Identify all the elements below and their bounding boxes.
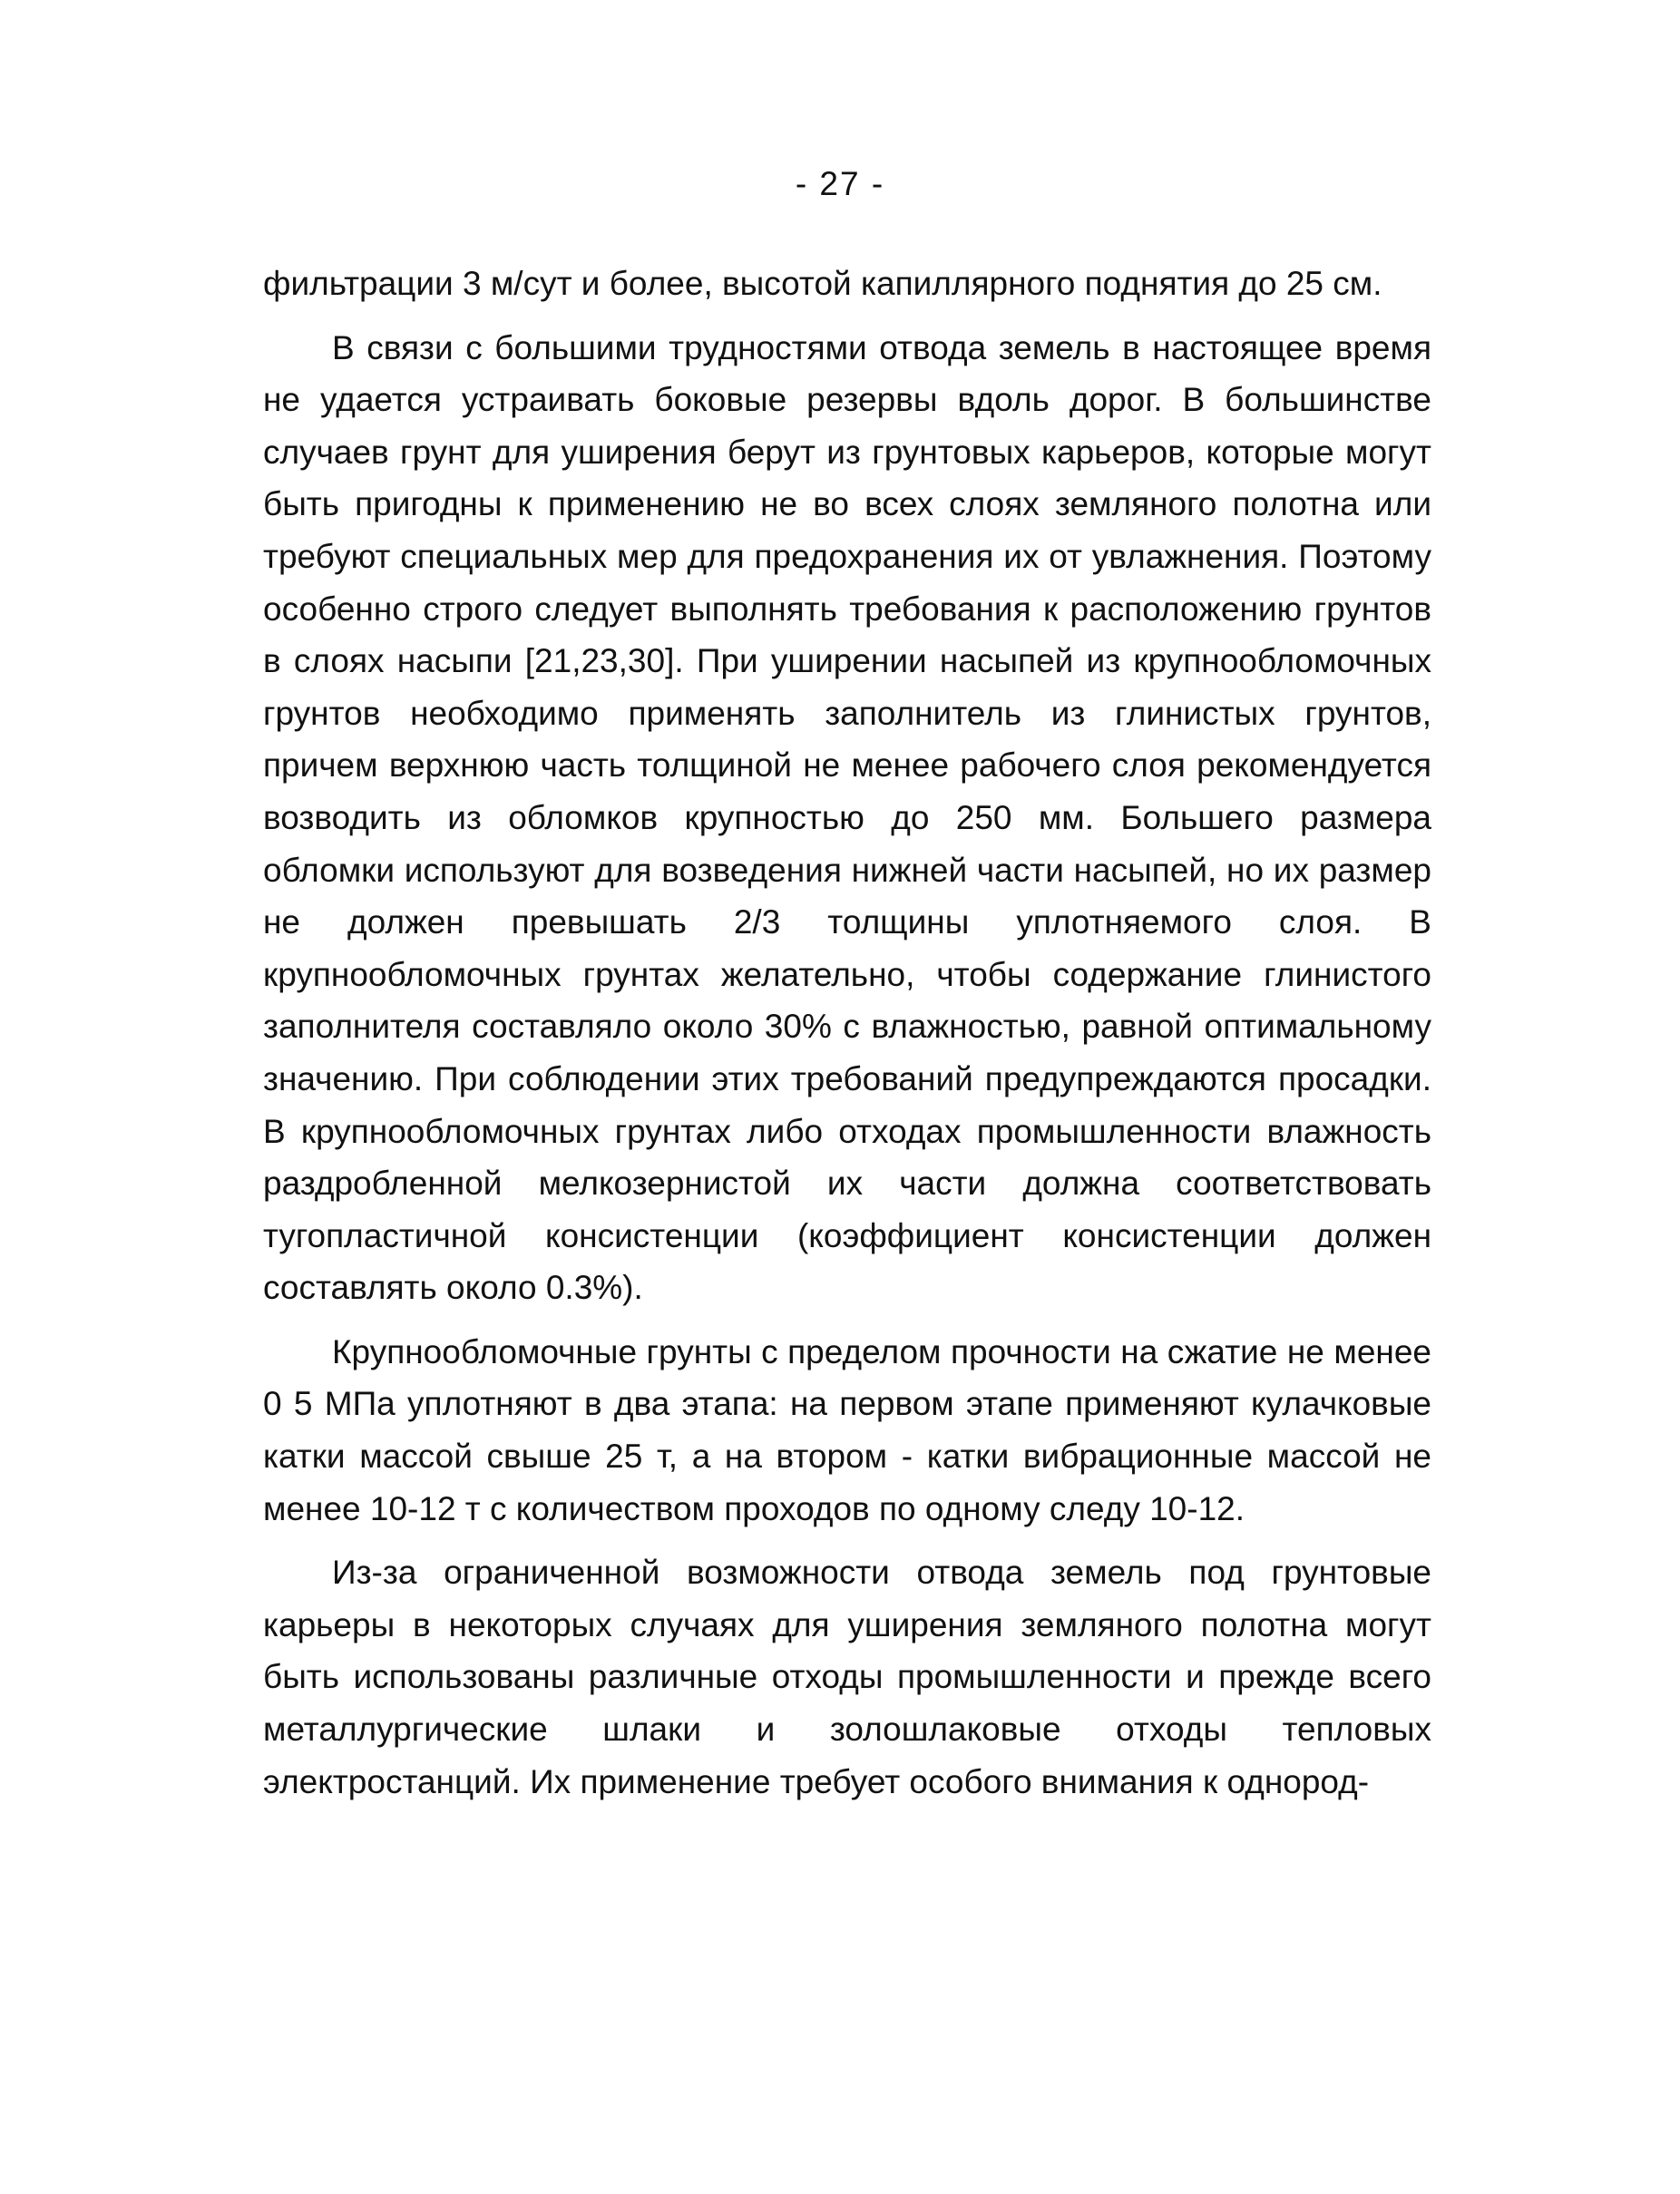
paragraph-continuation: фильтрации 3 м/сут и более, высотой капиллярного поднятия до 25 см. [263,265,1382,302]
paragraph-land-allocation: В связи с большими трудностями отвода земель в настоящее время не удается устраивать боковые резервы вдоль дорог. В большинстве случаев грунт для уширения берут из грунтовых карьеров, которые могут быть пригодны к применению не во всех слоях земляного полотна или требуют специальных мер для предохранения их от увлажнения. Поэтому особенно строго следует выполнять требования к расположению грунтов в слоях насыпи [21,23,30]. При уширении насыпей из крупнообломочных грунтов необходимо применять заполнитель из глинистых грунтов, причем верхнюю часть толщиной не менее рабочего слоя рекомендуется возводить из обломков крупностью до 250 мм. Большего размера обломки используют для возведения нижней части насыпей, но их размер не должен превышать 2/3 толщины уплотняемого слоя. В крупнообломочных грунтах желательно, чтобы содержание глинистого заполнителя составляло около 30% с влажностью, равной оптимальному значению. При соблюдении этих требований предупреждаются просадки. В крупнообломочных грунтах либо отходах промышленности влажность раздробленной мелкозернистой их части должна соответствовать тугопластичной консистенции (коэффициент консистенции должен составлять около 0.3%). [263,328,1431,1307]
document-body [263,258,1431,1808]
paragraph-compaction: Крупнообломочные грунты с пределом прочности на сжатие не менее 0 5 МПа уплотняют в два этапа: на первом этапе применяют кулачковые катки массой свыше 25 т, а на втором - катки вибрационные массой не менее 10-12 т с количеством проходов по одному следу 10-12. [263,1332,1431,1527]
page-number: - 27 - [795,165,885,202]
paragraph-industrial-waste: Из-за ограниченной возможности отвода земель под грунтовые карьеры в некоторых случаях для уширения земляного полотна могут быть использованы различные отходы промышленности и прежде всего металлургические шлаки и золошлаковые отходы тепловых электростанций. Их применение требует особого внимания к однород- [263,1554,1431,1800]
